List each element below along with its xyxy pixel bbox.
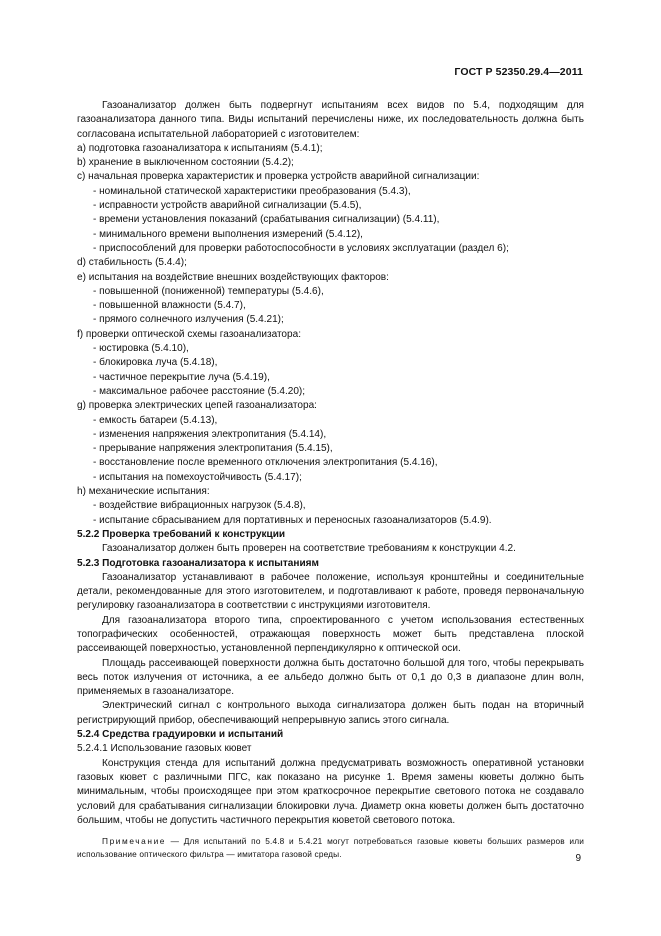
list-subitem: - прямого солнечного излучения (5.4.21);: [93, 314, 284, 326]
list-item-a: a) подготовка газоанализатора к испытаниям (5.4.1);: [77, 142, 323, 154]
page-number: 9: [575, 853, 581, 864]
list-subitem: - воздействие вибрационных нагрузок (5.4.8),: [93, 500, 306, 512]
list-subitem: - приспособлений для проверки работоспособности в условиях эксплуатации (раздел 6);: [93, 242, 509, 254]
list-subitem: - номинальной статической характеристики преобразования (5.4.3),: [93, 185, 411, 197]
section-paragraph: Газоанализатор устанавливают в рабочее положение, используя кронштейны и соединительные детали, рекомендованные для этого изготовителем, и подготавливают к работе, проведя первоначальную регулировку газоанализатора в соответствии с инструкциями изготовителя.: [77, 571, 584, 612]
document-body: [77, 99, 584, 861]
section-heading-5-2-4: 5.2.4 Средства градуировки и испытаний: [77, 729, 284, 741]
list-subitem: - повышенной влажности (5.4.7),: [93, 300, 246, 312]
list-subitem: - емкость батареи (5.4.13),: [93, 414, 218, 426]
note-label: Примечание: [102, 836, 167, 847]
list-item-e: e) испытания на воздействие внешних воздействующих факторов:: [77, 271, 389, 283]
section-paragraph: Площадь рассеивающей поверхности должна быть достаточно большой для того, чтобы перекрывать весь поток излучения от источника, а ее альбедо должно быть от 0,1 до 0,3 в диапазоне длин волн, применяемых в газоанализаторе.: [77, 657, 584, 698]
list-subitem: - юстировка (5.4.10),: [93, 343, 189, 355]
list-item-c: c) начальная проверка характеристик и проверка устройств аварийной сигнализации:: [77, 171, 480, 183]
list-subitem: - восстановление после временного отключения электропитания (5.4.16),: [93, 457, 438, 469]
intro-paragraph: Газоанализатор должен быть подвергнут испытаниям всех видов по 5.4, подходящим для газоанализатора данного типа. Виды испытаний перечислены ниже, их последовательность должна быть согласована испытательной лабораторией с изготовителем:: [77, 100, 584, 140]
section-paragraph: Конструкция стенда для испытаний должна предусматривать возможность оперативной установки газовых кювет с различными ПГС, как показано на рисунке 1. Время замены кюветы должно быть минимальным, чтобы происходящее при этом краткосрочное перекрытие светового потока не создавало условий для срабатывания сигнализации блокировки луча. Диаметр окна кюветы должен быть достаточно большим, чтобы не допустить частичного перекрытия кюветой светового потока.: [77, 757, 584, 826]
section-heading-5-2-3: 5.2.3 Подготовка газоанализатора к испытаниям: [77, 557, 319, 569]
section-paragraph: Для газоанализатора второго типа, спроектированного с учетом использования естественных топографических особенностей, отражающая поверхность может быть представлена плоской рассеивающей поверхностью, установленной перпендикулярно к оптической оси.: [77, 614, 584, 655]
list-item-g: g) проверка электрических цепей газоанализатора:: [77, 400, 317, 412]
section-heading-5-2-2: 5.2.2 Проверка требований к конструкции: [77, 528, 286, 540]
note-paragraph: [77, 835, 584, 861]
list-subitem: - прерывание напряжения электропитания (5.4.15),: [93, 443, 333, 455]
list-subitem: - исправности устройств аварийной сигнализации (5.4.5),: [93, 200, 362, 212]
section-paragraph: Электрический сигнал с контрольного выхода сигнализатора должен быть подан на вторичный регистрирующий прибор, обеспечивающий непрерывную запись этого сигнала.: [77, 700, 584, 726]
list-item-h: h) механические испытания:: [77, 486, 210, 498]
list-item-f: f) проверки оптической схемы газоанализатора:: [77, 328, 301, 340]
list-subitem: - испытание сбрасыванием для портативных и переносных газоанализаторов (5.4.9).: [93, 514, 492, 526]
list-item-d: d) стабильность (5.4.4);: [77, 257, 187, 269]
list-item-b: b) хранение в выключенном состоянии (5.4.2);: [77, 157, 294, 169]
list-subitem: - блокировка луча (5.4.18),: [93, 357, 218, 369]
subsection-heading-5-2-4-1: 5.2.4.1 Использование газовых кювет: [77, 743, 252, 755]
list-subitem: - изменения напряжения электропитания (5.4.14),: [93, 428, 327, 440]
note-text: — Для испытаний по 5.4.8 и 5.4.21 могут потребоваться газовые кюветы больших размеров или использование оптического фильтра — имитатора газовой среды.: [77, 836, 584, 860]
list-subitem: - максимальное рабочее расстояние (5.4.20);: [93, 385, 306, 397]
document-header: ГОСТ Р 52350.29.4—2011: [454, 66, 583, 78]
list-subitem: - минимального времени выполнения измерений (5.4.12),: [93, 228, 363, 240]
list-subitem: - времени установления показаний (срабатывания сигнализации) (5.4.11),: [93, 214, 440, 226]
section-paragraph: Газоанализатор должен быть проверен на соответствие требованиям к конструкции 4.2.: [102, 543, 516, 555]
list-subitem: - повышенной (пониженной) температуры (5.4.6),: [93, 285, 324, 297]
list-subitem: - частичное перекрытие луча (5.4.19),: [93, 371, 270, 383]
list-subitem: - испытания на помехоустойчивость (5.4.17);: [93, 471, 302, 483]
